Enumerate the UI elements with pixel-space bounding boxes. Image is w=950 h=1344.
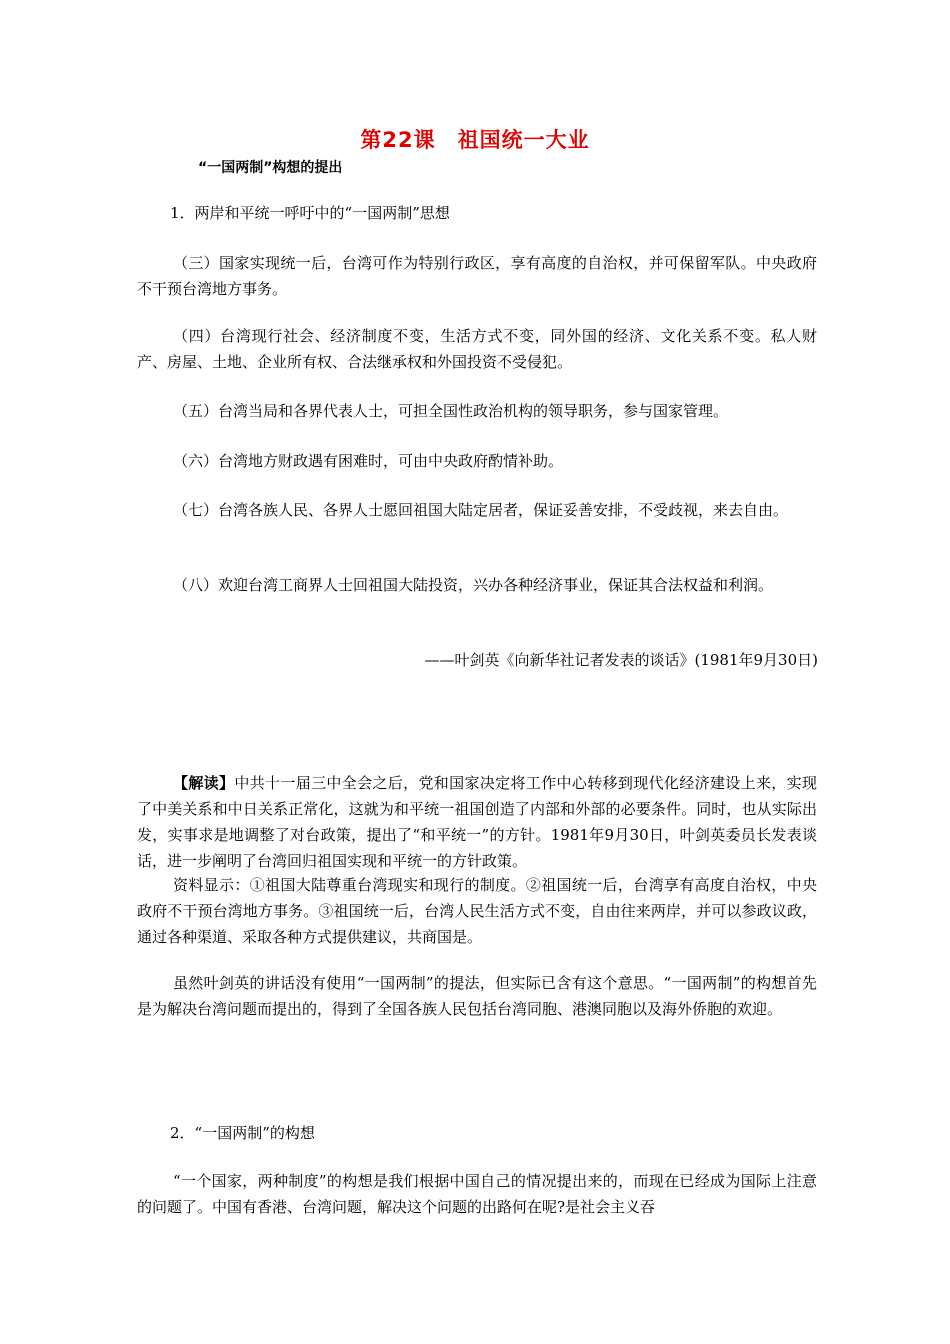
conclusion-paragraph: 虽然叶剑英的讲话没有使用“一国两制”的提法，但实际已含有这个意思。“一国两制”的构想首先是为解决台湾问题而提出的，得到了全国各族人民包括台湾同胞、港澳同胞以及海外侨胞的欢迎。 [137,974,817,1018]
section-subtitle: “一国两制”构想的提出 [198,160,343,176]
policy-item-7: （七）台湾各族人民、各界人士愿回祖国大陆定居者，保证妥善安排，不受歧视，来去自由。 [173,501,789,519]
interpretation-paragraph [137,770,817,874]
section2-paragraph: “一个国家，两种制度”的构想是我们根据中国自己的情况提出来的，而现在已经成为国际上注意的问题了。中国有香港、台湾问题，解决这个问题的出路何在呢?是社会主义吞 [137,1172,817,1216]
policy-item-5: （五）台湾当局和各界代表人士，可担全国性政治机构的领导职务，参与国家管理。 [173,402,729,420]
interpretation-text: 中共十一届三中全会之后，党和国家决定将工作中心转移到现代化经济建设上来，实现了中美关系和中日关系正常化，这就为和平统一祖国创造了内部和外部的必要条件。同时，也从实际出发，实事求是地调整了对台政策，提出了“和平统一”的方针。1981年9月30日，叶剑英委员长发表谈话，进一步阐明了台湾回归祖国实现和平统一的方针政策。 [137,774,817,870]
policy-item-4: （四）台湾现行社会、经济制度不变，生活方式不变，同外国的经济、文化关系不变。私人财产、房屋、土地、企业所有权、合法继承权和外国投资不受侵犯。 [137,327,817,371]
materials-paragraph: 资料显示：①祖国大陆尊重台湾现实和现行的制度。②祖国统一后，台湾享有高度自治权，中央政府不干预台湾地方事务。③祖国统一后，台湾人民生活方式不变，自由往来两岸，并可以参政议政，通过各种渠道、采取各种方式提供建议，共商国是。 [137,876,817,946]
policy-item-6: （六）台湾地方财政遇有困难时，可由中央政府酌情补助。 [173,452,564,470]
policy-item-8: （八）欢迎台湾工商界人士回祖国大陆投资，兴办各种经济事业，保证其合法权益和利润。 [173,576,774,594]
policy-item-3: （三）国家实现统一后，台湾可作为特别行政区，享有高度的自治权，并可保留军队。中央政府不干预台湾地方事务。 [137,254,817,298]
quote-source: ——叶剑英《向新华社记者发表的谈话》(1981年9月30日) [424,651,818,669]
interpretation-label: 【解读】 [173,774,235,792]
section2-heading: 2．“一国两制”的构想 [170,1124,315,1142]
section1-heading: 1．两岸和平统一呼吁中的“一国两制”思想 [170,204,450,222]
page-title: 第22课 祖国统一大业 [360,128,590,152]
